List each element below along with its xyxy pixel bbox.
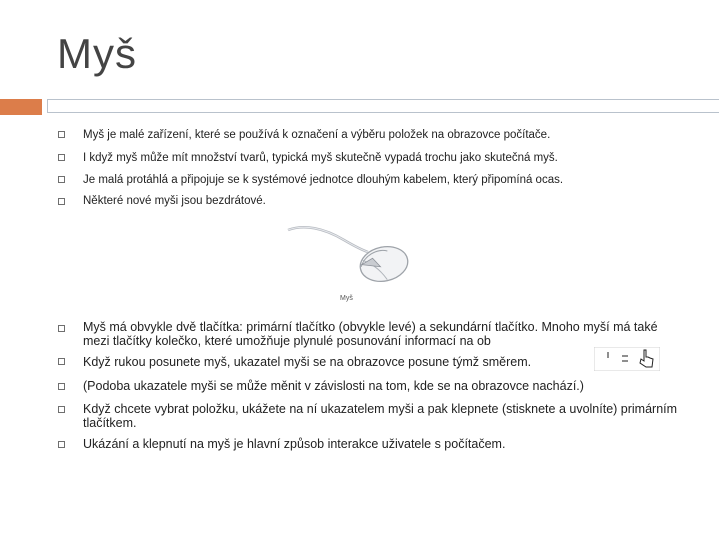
bullet-icon xyxy=(58,406,65,413)
list-item: Myš má obvykle dvě tlačítka: primární tlačítko (obvykle levé) a sekundární tlačítko. Mnoho myší má také mezi tlačítky kolečko, které umožňuje plynulé posunování informací na ob xyxy=(83,320,658,348)
bullet-icon xyxy=(58,383,65,390)
list-item: I když myš může mít množství tvarů, typická myš skutečně vypadá trochu jako skutečná myš. xyxy=(83,152,558,164)
pointer-shapes-image xyxy=(594,347,660,371)
list-item: Když rukou posunete myš, ukazatel myši se na obrazovce posune týmž směrem. xyxy=(83,355,532,369)
list-item: Je malá protáhlá a připojuje se k systémové jednotce dlouhým kabelem, který připomíná ocas. xyxy=(83,174,564,186)
bullet-icon xyxy=(58,131,65,138)
slide-title: Myš xyxy=(57,30,137,77)
bullet-icon xyxy=(58,154,65,161)
list-item: Když chcete vybrat položku, ukážete na ní ukazatelem myši a pak klepnete (stisknete a uvolníte) primárním tlačítkem. xyxy=(83,402,678,430)
bullet-icon xyxy=(58,325,65,332)
bullet-icon xyxy=(58,176,65,183)
bullet-icon xyxy=(58,441,65,448)
image-caption: Myš xyxy=(340,295,353,302)
title-divider xyxy=(47,99,719,113)
list-item: Myš je malé zařízení, které se používá k označení a výběru položek na obrazovce počítače. xyxy=(83,129,551,141)
list-item: Některé nové myši jsou bezdrátové. xyxy=(83,195,266,207)
list-item: (Podoba ukazatele myši se může měnit v závislosti na tom, kde se na obrazovce nachází.) xyxy=(83,379,584,393)
bullet-icon xyxy=(58,358,65,365)
mouse-illustration xyxy=(284,222,414,292)
list-item: Ukázání a klepnutí na myš je hlavní způsob interakce uživatele s počítačem. xyxy=(83,437,506,451)
title-accent-bar xyxy=(0,99,42,115)
bullet-icon xyxy=(58,198,65,205)
